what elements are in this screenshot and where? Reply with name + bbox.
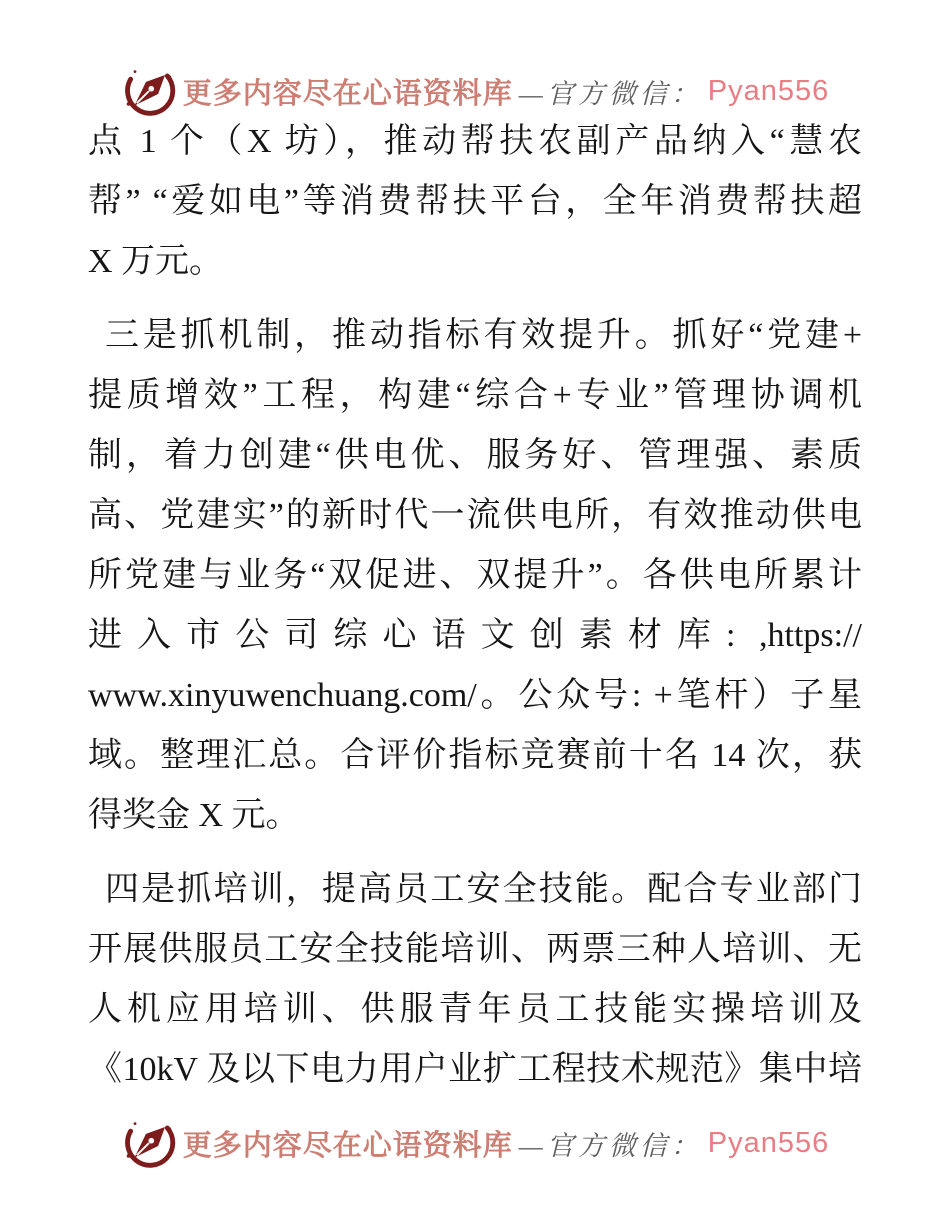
- pen-nib-circle-logo-icon: [121, 63, 177, 119]
- text-line: 进入市公司综心语文创素材库: ,https://: [88, 617, 862, 654]
- paragraph-training: [88, 860, 862, 1100]
- wechat-id: Pyan556: [707, 1126, 830, 1159]
- text-line: 所党建与业务“双促进、双提升”。各供电所累计: [88, 557, 862, 594]
- text-line: 提质增效”工程，构建“综合+专业”管理协调机: [88, 377, 862, 414]
- text-line: www.xinyuwenchuang.com/。公众号: +笔杆）子星: [88, 677, 862, 714]
- text-line: 帮” “爱如电”等消费帮扶平台，全年消费帮扶超: [88, 183, 862, 220]
- pen-nib-circle-logo-icon: [121, 1115, 177, 1171]
- text-line: 四是抓培训，提高员工安全技能。配合专业部门: [105, 871, 862, 908]
- text-line: 域。整理汇总。合评价指标竞赛前十名 14 次，获: [88, 737, 862, 774]
- text-line: 高、党建实”的新时代一流供电所，有效推动供电: [88, 497, 862, 534]
- text-line: 三是抓机制，推动指标有效提升。抓好“党建+: [105, 317, 862, 354]
- brand-text: 更多内容尽在心语资料库: [182, 77, 513, 110]
- text-line: X 万元。: [88, 243, 224, 280]
- text-line: 点 1 个（X 坊），推动帮扶农副产品纳入“慧农: [88, 123, 862, 160]
- text-line: 得奖金 X 元。: [88, 797, 300, 834]
- document-body: [88, 112, 862, 1100]
- text-line: 开展供服员工安全技能培训、两票三种人培训、无: [88, 931, 862, 968]
- text-line: 《10kV 及以下电力用户业扩工程技术规范》集中培: [88, 1051, 862, 1088]
- brand-text: 更多内容尽在心语资料库: [182, 1129, 513, 1162]
- paragraph-mechanism: [88, 306, 862, 846]
- official-wechat-label: —官方微信：: [518, 78, 702, 109]
- official-wechat-label: —官方微信：: [518, 1130, 702, 1161]
- paragraph-consumption-assistance: [88, 112, 862, 292]
- text-line: 制，着力创建“供电优、服务好、管理强、素质: [88, 437, 862, 474]
- text-line: 人机应用培训、供服青年员工技能实操培训及: [88, 991, 862, 1028]
- footer-watermark: [0, 1112, 950, 1174]
- wechat-id: Pyan556: [707, 74, 830, 107]
